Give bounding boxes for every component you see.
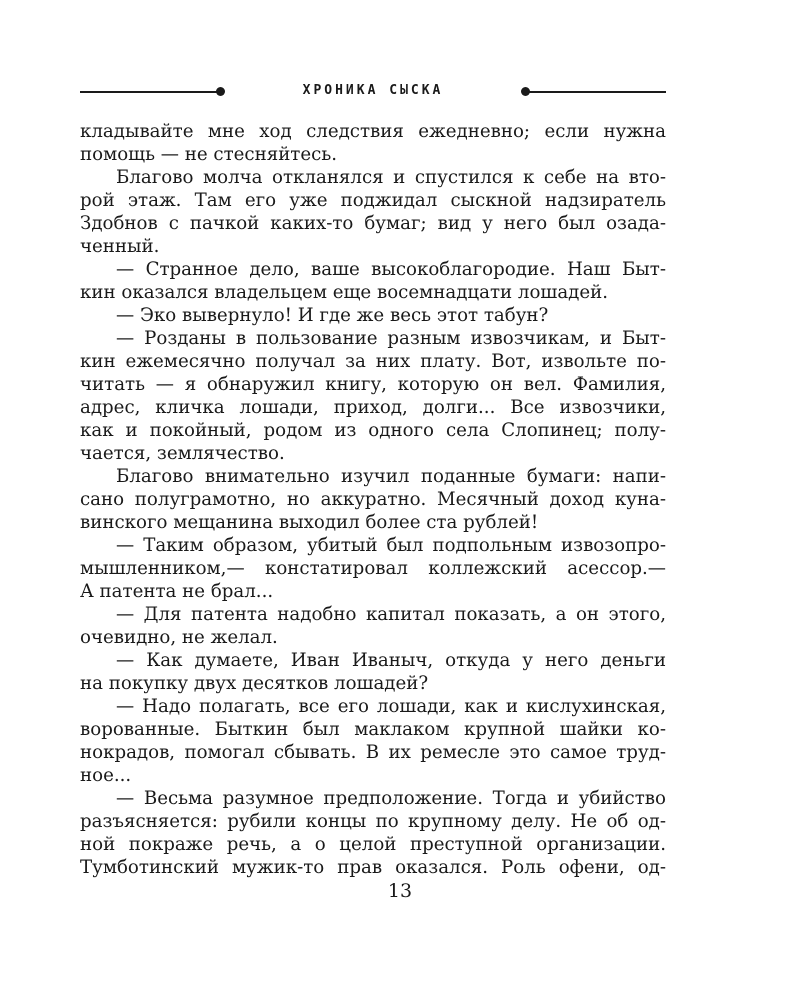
text-line: мышленником,— констатировал коллежский асессор.— — [80, 558, 666, 579]
text-line: сано полуграмотно, но аккуратно. Месячный доход куна- — [80, 489, 666, 510]
text-line: разъясняется: рубили концы по крупному делу. Не об од- — [80, 811, 666, 832]
header-dot-left — [216, 87, 225, 96]
body-text — [80, 120, 666, 879]
text-line: А патента не брал... — [80, 581, 274, 602]
text-line: Тумботинский мужик-то прав оказался. Роль офени, од- — [80, 857, 666, 878]
text-line: Здобнов с пачкой каких-то бумаг; вид у него был озада- — [80, 213, 666, 234]
text-line: на покупку двух десятков лошадей? — [80, 673, 429, 694]
text-line: ное... — [80, 765, 132, 786]
text-line: — Таким образом, убитый был подпольным извозопро- — [116, 535, 666, 556]
text-line: — Как думаете, Иван Иваныч, откуда у него деньги — [116, 650, 666, 671]
text-line: кин оказался владельцем еще восемнадцати лошадей. — [80, 282, 609, 303]
text-line: ной покраже речь, а о целой преступной организации. — [80, 834, 666, 855]
text-line: кладывайте мне ход следствия ежедневно; если нужна — [80, 121, 666, 142]
text-line: винского мещанина выходил более ста рублей! — [80, 512, 539, 533]
text-line: кин ежемесячно получал за них плату. Вот, извольте по- — [80, 351, 666, 372]
text-line: рой этаж. Там его уже поджидал сыскной надзиратель — [80, 190, 666, 211]
text-line: очевидно, не желал. — [80, 627, 278, 648]
text-line: Благово внимательно изучил поданные бумаги: напи- — [116, 466, 666, 487]
page-number: 13 — [387, 880, 413, 902]
text-line: Благово молча откланялся и спустился к себе на вто- — [116, 167, 666, 188]
running-title: ХРОНИКА СЫСКА — [302, 83, 444, 98]
text-line: читать — я обнаружил книгу, которую он вел. Фамилия, — [80, 374, 666, 395]
text-line: ворованные. Быткин был маклаком крупной шайки ко- — [80, 719, 666, 740]
header-rule-left — [80, 91, 218, 93]
text-line: нокрадов, помогал сбывать. В их ремесле это самое труд- — [80, 742, 666, 763]
text-line: — Весьма разумное предположение. Тогда и убийство — [116, 788, 666, 809]
text-line: — Странное дело, ваше высокоблагородие. Наш Быт- — [116, 259, 666, 280]
text-line: чается, землячество. — [80, 443, 285, 464]
text-line: адрес, кличка лошади, приход, долги... Все извозчики, — [80, 397, 666, 418]
text-line: — Розданы в пользование разным извозчикам, и Быт- — [116, 328, 666, 349]
text-line: — Эко вывернуло! И где же весь этот табун? — [116, 305, 549, 326]
text-line: — Для патента надобно капитал показать, а он этого, — [116, 604, 666, 625]
header-rule-right — [528, 91, 666, 93]
text-line: помощь — не стесняйтесь. — [80, 144, 338, 165]
text-line: как и покойный, родом из одного села Слопинец; полу- — [80, 420, 666, 441]
text-line: ченный. — [80, 236, 160, 257]
running-header — [80, 82, 666, 102]
text-line: — Надо полагать, все его лошади, как и кислухинская, — [116, 696, 666, 717]
